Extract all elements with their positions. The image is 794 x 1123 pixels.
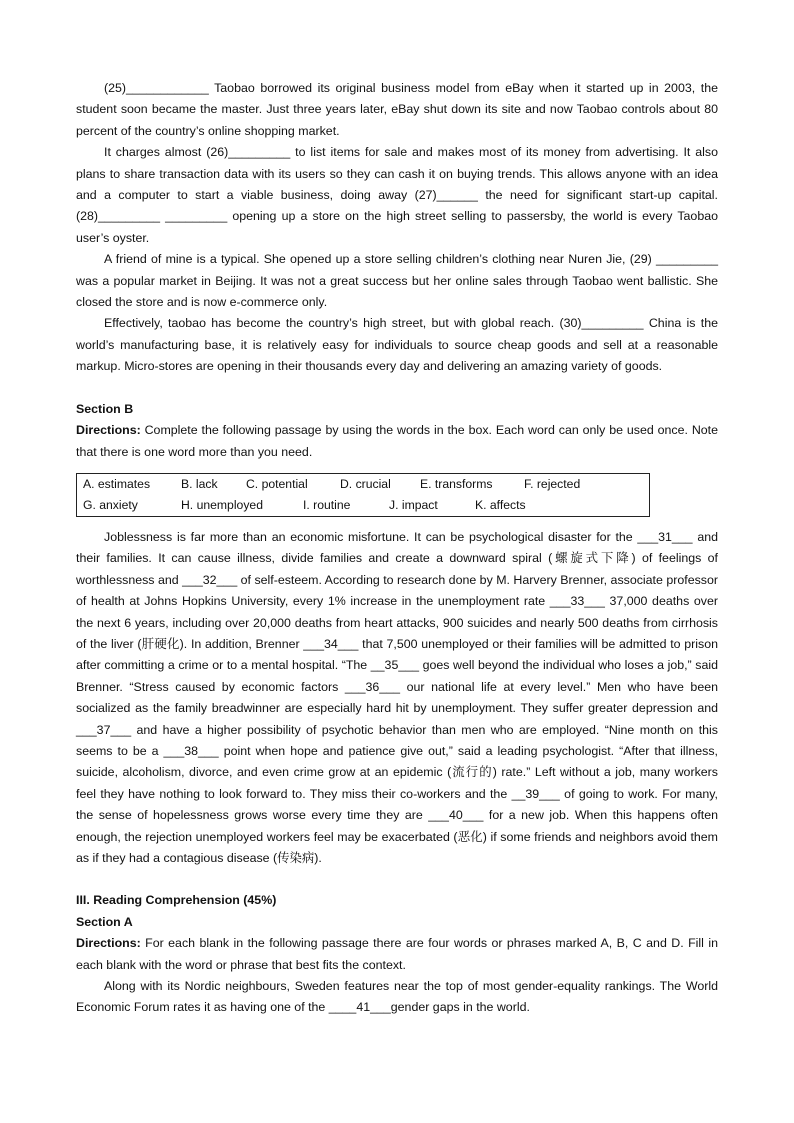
section-a-passage: Along with its Nordic neighbours, Sweden features near the top of most gender-equality rankings. The World Economic Forum rates it as having one of the ____41___gender gaps in the world. <box>76 979 718 1015</box>
passage-paragraph-4: Effectively, taobao has become the country’s high street, but with global reach. (30)_________ China is the world’s manufacturing base, it is relatively easy for individuals to source cheap goods and sell at a reasonable markup. Micro-stores are opening in their thousands every day and delivering an amazing variety of goods. <box>76 316 718 374</box>
section-b-passage: Joblessness is far more than an economic misfortune. It can be psychological disaster for the ___31___ and their families. It can cause illness, divide families and create a downward spiral (螺旋式下降) of feelings of worthlessness and ___32___ of self-esteem. According to research done by M. Harvery Brenner, associate professor of health at Johns Hopkins University, every 1% increase in the unemployment rate ___33___ 37,000 deaths over the next 6 years, including over 20,000 deaths from heart attacks, 900 suicides and nearly 500 deaths from cirrhosis of the liver (肝硬化). In addition, Brenner ___34___ that 7,500 unemployed or their families will be admitted to prison after committing a crime or to a mental hospital. “The __35___ goes well beyond the individual who loses a job,” said Brenner. “Stress caused by economic factors ___36___ our national life at every level.” Men who have been socialized as the family breadwinner are especially hard hit by unemployment. They suffer greater depression and ___37___ and have a higher possibility of psychotic behavior than men who are employed. “Nine month on this seems to be a ___38___ point when hope and patience give out,” said a leading psychologist. “After that illness, suicide, alcoholism, divorce, and even crime grow at an epidemic (流行的) rate.” Left without a job, many workers feel they have nothing to look forward to. They miss their co-workers and the __39___ of going to work. For many, the sense of hopelessness grows worse every time they are ___40___ for a new job. When this happens often enough, the rejection unemployed workers feel may be exacerbated (恶化) if some friends and neighbors avoid them as if they had a contagious disease (传染病). <box>76 529 718 865</box>
word-box-row <box>83 474 649 495</box>
passage-paragraph-1: (25)____________ Taobao borrowed its original business model from eBay when it started up in 2003, the student soon became the master. Just three years later, eBay shut down its site and now Taobao controls about 80 percent of the country’s online shopping market. <box>76 81 718 138</box>
word-option: E. transforms <box>420 476 493 491</box>
word-option: F. rejected <box>524 476 581 491</box>
word-box <box>76 473 650 517</box>
word-option: B. lack <box>181 476 218 491</box>
section-b-heading: Section B <box>76 401 134 416</box>
section-a-heading: Section A <box>76 914 133 929</box>
word-option: D. crucial <box>340 476 391 491</box>
word-option: J. impact <box>389 497 438 512</box>
section-a-directions <box>76 933 718 976</box>
word-option: G. anxiety <box>83 497 138 512</box>
word-option: A. estimates <box>83 476 151 491</box>
document-page <box>76 78 718 1019</box>
word-option: C. potential <box>246 476 308 491</box>
spacer <box>76 378 718 399</box>
spacer <box>76 869 718 890</box>
directions-text: For each blank in the following passage there are four words or phrases marked A, B, C and D. Fill in each blank with the word or phrase that best fits the context. <box>76 936 718 972</box>
passage-paragraph-3: A friend of mine is a typical. She opened up a store selling children’s clothing near Nuren Jie, (29) _________ was a popular market in Beijing. It was not a great success but her online sales through Taobao went ballistic. She closed the store and is now e-commerce only. <box>76 252 718 310</box>
section-b-directions <box>76 420 718 463</box>
word-option: I. routine <box>303 497 351 512</box>
part-three-heading: III. Reading Comprehension (45%) <box>76 893 277 908</box>
word-option: H. unemployed <box>181 497 263 512</box>
word-box-row <box>83 495 649 516</box>
word-option: K. affects <box>475 497 526 512</box>
directions-text: Complete the following passage by using the words in the box. Each word can only be used once. Note that there is one word more than you need. <box>76 423 718 459</box>
passage-paragraph-2: It charges almost (26)_________ to list items for sale and makes most of its money from advertising. It also plans to share transaction data with its users so they can cash it on buying trends. This allows anyone with an idea and a computer to start a viable business, doing away (27)______ the need for significant start-up capital. (28)_________ _________ opening up a store on the high street selling to passersby, the world is every Taobao user’s oyster. <box>76 145 718 245</box>
directions-label: Directions: <box>76 423 141 438</box>
directions-label: Directions: <box>76 936 141 951</box>
